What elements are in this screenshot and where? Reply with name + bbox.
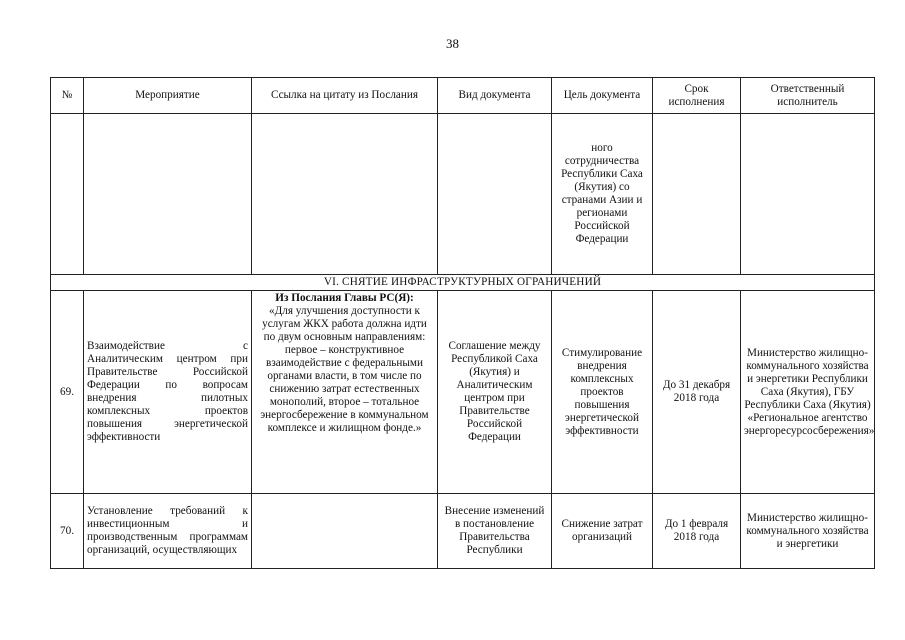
table-header-row [51,78,875,114]
header-responsible: Ответственный исполнитель [741,78,875,114]
header-quote: Ссылка на цитату из Послания [252,78,438,114]
section-title: VI. СНЯТИЕ ИНФРАСТРУКТУРНЫХ ОГРАНИЧЕНИЙ [51,275,875,291]
row-event: Установление требований к инвестиционным и производственным программам организаций, осуществляющих [84,494,252,569]
table-row [51,494,875,569]
cell-empty [84,114,252,275]
header-event: Мероприятие [84,78,252,114]
quote-heading: Из Послания Главы РС(Я): [275,292,414,304]
continuation-goal: ного сотрудничества Республики Саха (Якутия) со странами Азии и регионами Российской Федерации [552,114,653,275]
row-deadline: До 1 февраля 2018 года [653,494,741,569]
header-doc-type: Вид документа [438,78,552,114]
row-goal: Стимулирование внедрения комплексных проектов повышения энергетической эффективности [552,291,653,494]
quote-text: «Для улучшения доступности к услугам ЖКХ работа должна идти по двум основным направлениям: первое – конструктивное взаимодействие с федеральными органами власти, в том числе по снижению затрат естественных монополий, второе – тотальное энергосбережение в коммунальном комплексе и жилищном фонде.» [260,305,429,434]
measures-table [50,77,875,569]
cell-empty [252,114,438,275]
row-num: 70. [51,494,84,569]
header-num: № [51,78,84,114]
row-deadline: До 31 декабря 2018 года [653,291,741,494]
header-deadline: Срок исполнения [653,78,741,114]
cell-empty [653,114,741,275]
row-num: 69. [51,291,84,494]
row-quote [252,291,438,494]
row-doc-type: Внесение изменений в постановление Правительства Республики [438,494,552,569]
section-header-row [51,275,875,291]
row-quote [252,494,438,569]
cell-empty [438,114,552,275]
cell-empty [741,114,875,275]
row-responsible: Министерство жилищно-коммунального хозяйства и энергетики [741,494,875,569]
row-responsible: Министерство жилищно-коммунального хозяйства и энергетики Республики Саха (Якутия), ГБУ Республики Саха (Якутия) «Региональное агентство энергоресурсосбережения» [741,291,875,494]
header-goal: Цель документа [552,78,653,114]
continuation-row [51,114,875,275]
row-doc-type: Соглашение между Республикой Саха (Якутия) и Аналитическим центром при Правительстве Российской Федерации [438,291,552,494]
page-number: 38 [446,36,459,51]
table-row [51,291,875,494]
row-goal: Снижение затрат организаций [552,494,653,569]
row-event: Взаимодействие с Аналитическим центром при Правительстве Российской Федерации по вопросам внедрения пилотных комплексных проектов повышения энергетической эффективности [84,291,252,494]
cell-empty [51,114,84,275]
